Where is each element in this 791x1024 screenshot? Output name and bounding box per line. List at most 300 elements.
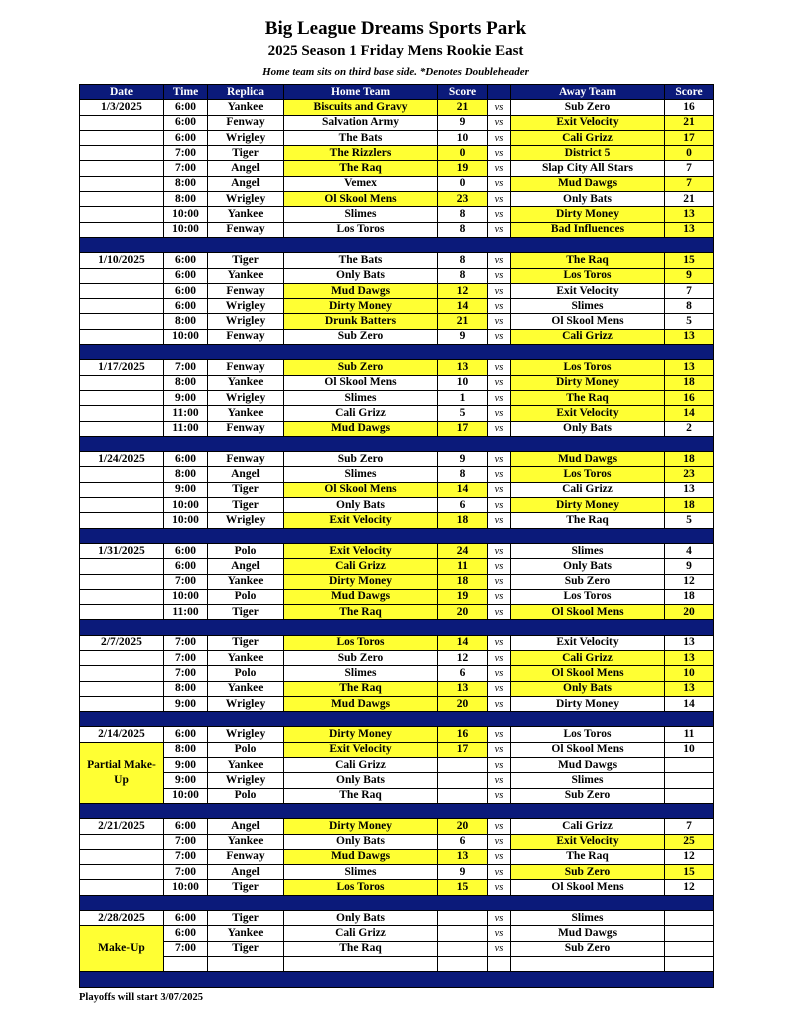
- away-team: Cali Grizz: [511, 329, 665, 344]
- home-score: 8: [438, 268, 488, 283]
- week-date: 2/14/2025: [80, 727, 164, 742]
- home-team: [284, 956, 438, 971]
- table-row: [80, 513, 714, 528]
- table-row: [80, 788, 714, 803]
- vs-label: vs: [488, 329, 511, 344]
- col-header-away-score: Score: [665, 85, 714, 100]
- game-time: 10:00: [164, 329, 208, 344]
- game-time: 6:00: [164, 253, 208, 268]
- away-team: Cali Grizz: [511, 819, 665, 834]
- home-score: 6: [438, 666, 488, 681]
- game-field: Fenway: [208, 329, 284, 344]
- game-field: Polo: [208, 589, 284, 604]
- home-score: [438, 773, 488, 788]
- game-time: 9:00: [164, 758, 208, 773]
- game-time: 6:00: [164, 543, 208, 558]
- table-row: [80, 268, 714, 283]
- away-team: Mud Dawgs: [511, 758, 665, 773]
- away-team: Only Bats: [511, 559, 665, 574]
- table-row: [80, 314, 714, 329]
- home-team: Cali Grizz: [284, 559, 438, 574]
- away-team: Sub Zero: [511, 574, 665, 589]
- date-cell-empty: [80, 666, 164, 681]
- table-row: [80, 207, 714, 222]
- home-team: The Raq: [284, 161, 438, 176]
- home-score: 6: [438, 498, 488, 513]
- vs-label: vs: [488, 467, 511, 482]
- away-team: Slimes: [511, 911, 665, 926]
- col-header-time: Time: [164, 85, 208, 100]
- away-team: Dirty Money: [511, 375, 665, 390]
- game-field: Tiger: [208, 880, 284, 895]
- date-cell-empty: [80, 513, 164, 528]
- home-score: 12: [438, 650, 488, 665]
- game-time: 6:00: [164, 559, 208, 574]
- game-field: Fenway: [208, 360, 284, 375]
- home-score: 10: [438, 130, 488, 145]
- away-team: Cali Grizz: [511, 482, 665, 497]
- week-date: 1/3/2025: [80, 100, 164, 115]
- game-time: 7:00: [164, 360, 208, 375]
- home-score: 14: [438, 482, 488, 497]
- game-time: 9:00: [164, 390, 208, 405]
- away-score: 9: [665, 268, 714, 283]
- table-row: [80, 222, 714, 237]
- week-date: 1/24/2025: [80, 452, 164, 467]
- separator-bar: [80, 972, 714, 987]
- home-team: The Raq: [284, 605, 438, 620]
- game-field: Fenway: [208, 222, 284, 237]
- game-time: 7:00: [164, 146, 208, 161]
- away-team: Los Toros: [511, 268, 665, 283]
- game-field: Tiger: [208, 635, 284, 650]
- date-cell-empty: [80, 834, 164, 849]
- game-time: 6:00: [164, 100, 208, 115]
- table-row: [80, 696, 714, 711]
- home-team: The Bats: [284, 130, 438, 145]
- vs-label: vs: [488, 788, 511, 803]
- game-field: Yankee: [208, 100, 284, 115]
- vs-label: vs: [488, 681, 511, 696]
- date-cell-empty: [80, 406, 164, 421]
- vs-label: vs: [488, 161, 511, 176]
- home-team: Dirty Money: [284, 727, 438, 742]
- game-time: 10:00: [164, 513, 208, 528]
- away-team: Los Toros: [511, 727, 665, 742]
- game-field: Tiger: [208, 911, 284, 926]
- table-row: [80, 375, 714, 390]
- game-time: 6:00: [164, 911, 208, 926]
- date-cell-empty: [80, 589, 164, 604]
- game-field: Fenway: [208, 452, 284, 467]
- col-header-home-team: Home Team: [284, 85, 438, 100]
- table-row: [80, 635, 714, 650]
- home-score: 11: [438, 559, 488, 574]
- table-row: [80, 605, 714, 620]
- away-team: Cali Grizz: [511, 130, 665, 145]
- away-score: [665, 758, 714, 773]
- away-score: 12: [665, 849, 714, 864]
- table-row: [80, 192, 714, 207]
- away-score: 10: [665, 666, 714, 681]
- away-score: 12: [665, 574, 714, 589]
- table-row: [80, 865, 714, 880]
- game-field: [208, 956, 284, 971]
- table-row: [80, 589, 714, 604]
- game-field: Wrigley: [208, 773, 284, 788]
- table-row: [80, 146, 714, 161]
- week-date: 2/7/2025: [80, 635, 164, 650]
- home-score: [438, 926, 488, 941]
- away-score: 13: [665, 635, 714, 650]
- game-time: 8:00: [164, 314, 208, 329]
- vs-label: vs: [488, 758, 511, 773]
- date-cell-empty: [80, 283, 164, 298]
- game-field: Angel: [208, 176, 284, 191]
- home-score: 8: [438, 467, 488, 482]
- home-score: 6: [438, 834, 488, 849]
- away-score: 13: [665, 681, 714, 696]
- table-row: [80, 360, 714, 375]
- table-row: [80, 773, 714, 788]
- home-team: Mud Dawgs: [284, 283, 438, 298]
- home-score: 20: [438, 696, 488, 711]
- vs-label: vs: [488, 207, 511, 222]
- away-team: [511, 956, 665, 971]
- away-team: Only Bats: [511, 192, 665, 207]
- home-team: Slimes: [284, 666, 438, 681]
- separator-bar: [80, 436, 714, 451]
- table-row: [80, 100, 714, 115]
- away-team: Exit Velocity: [511, 283, 665, 298]
- table-row: [80, 849, 714, 864]
- home-score: 18: [438, 574, 488, 589]
- vs-label: vs: [488, 559, 511, 574]
- game-time: 6:00: [164, 283, 208, 298]
- home-score: 20: [438, 819, 488, 834]
- week-date: 1/10/2025: [80, 253, 164, 268]
- away-team: Sub Zero: [511, 865, 665, 880]
- game-field: Angel: [208, 467, 284, 482]
- away-team: Exit Velocity: [511, 834, 665, 849]
- week-separator: [80, 972, 714, 987]
- home-team: Salvation Army: [284, 115, 438, 130]
- vs-label: vs: [488, 130, 511, 145]
- home-team: Mud Dawgs: [284, 849, 438, 864]
- game-time: 7:00: [164, 161, 208, 176]
- week-separator: [80, 528, 714, 543]
- week-date: 2/28/2025: [80, 911, 164, 926]
- game-time: 10:00: [164, 788, 208, 803]
- home-team: Cali Grizz: [284, 406, 438, 421]
- date-cell-empty: [80, 146, 164, 161]
- table-row: [80, 742, 714, 757]
- game-field: Wrigley: [208, 130, 284, 145]
- away-team: Ol Skool Mens: [511, 314, 665, 329]
- home-score: 16: [438, 727, 488, 742]
- week-label: Partial Make-Up: [80, 742, 164, 803]
- game-time: 8:00: [164, 742, 208, 757]
- home-score: 13: [438, 849, 488, 864]
- game-time: 7:00: [164, 635, 208, 650]
- home-team: Sub Zero: [284, 360, 438, 375]
- week-date: 1/17/2025: [80, 360, 164, 375]
- away-team: The Raq: [511, 390, 665, 405]
- date-cell-empty: [80, 161, 164, 176]
- table-row: [80, 406, 714, 421]
- game-field: Wrigley: [208, 727, 284, 742]
- game-time: 11:00: [164, 605, 208, 620]
- away-score: 18: [665, 375, 714, 390]
- home-score: 9: [438, 115, 488, 130]
- game-field: Tiger: [208, 146, 284, 161]
- game-time: 8:00: [164, 467, 208, 482]
- away-team: Only Bats: [511, 681, 665, 696]
- away-team: Slap City All Stars: [511, 161, 665, 176]
- game-field: Angel: [208, 559, 284, 574]
- home-score: [438, 788, 488, 803]
- away-team: Ol Skool Mens: [511, 880, 665, 895]
- vs-label: vs: [488, 146, 511, 161]
- vs-label: vs: [488, 773, 511, 788]
- away-team: The Raq: [511, 513, 665, 528]
- home-team: Vemex: [284, 176, 438, 191]
- home-team: Los Toros: [284, 880, 438, 895]
- away-score: 21: [665, 192, 714, 207]
- away-team: Los Toros: [511, 467, 665, 482]
- game-field: Angel: [208, 161, 284, 176]
- vs-label: vs: [488, 222, 511, 237]
- game-time: 7:00: [164, 574, 208, 589]
- home-team: Los Toros: [284, 222, 438, 237]
- table-row: [80, 834, 714, 849]
- home-team: Only Bats: [284, 498, 438, 513]
- home-team: Los Toros: [284, 635, 438, 650]
- vs-label: vs: [488, 650, 511, 665]
- home-score: 1: [438, 390, 488, 405]
- vs-label: vs: [488, 513, 511, 528]
- home-team: Exit Velocity: [284, 742, 438, 757]
- away-score: 16: [665, 390, 714, 405]
- home-team: Only Bats: [284, 834, 438, 849]
- separator-bar: [80, 895, 714, 910]
- away-team: Sub Zero: [511, 788, 665, 803]
- home-team: Ol Skool Mens: [284, 375, 438, 390]
- game-field: Yankee: [208, 926, 284, 941]
- week-date: 1/31/2025: [80, 543, 164, 558]
- away-score: 13: [665, 207, 714, 222]
- away-score: 20: [665, 605, 714, 620]
- date-cell-empty: [80, 880, 164, 895]
- away-score: 18: [665, 452, 714, 467]
- home-team: Drunk Batters: [284, 314, 438, 329]
- away-score: 23: [665, 467, 714, 482]
- home-team: Mud Dawgs: [284, 589, 438, 604]
- game-time: 6:00: [164, 115, 208, 130]
- home-score: 20: [438, 605, 488, 620]
- table-row: [80, 421, 714, 436]
- game-time: 7:00: [164, 834, 208, 849]
- vs-label: vs: [488, 880, 511, 895]
- week-separator: [80, 803, 714, 818]
- home-score: [438, 956, 488, 971]
- home-team: The Raq: [284, 788, 438, 803]
- table-row: [80, 467, 714, 482]
- table-row: [80, 482, 714, 497]
- away-team: Cali Grizz: [511, 650, 665, 665]
- game-field: Yankee: [208, 681, 284, 696]
- date-cell-empty: [80, 559, 164, 574]
- home-score: 24: [438, 543, 488, 558]
- game-time: 8:00: [164, 192, 208, 207]
- vs-label: vs: [488, 299, 511, 314]
- home-score: 19: [438, 589, 488, 604]
- table-row: [80, 130, 714, 145]
- date-cell-empty: [80, 176, 164, 191]
- away-team: Only Bats: [511, 421, 665, 436]
- vs-label: vs: [488, 115, 511, 130]
- week-separator: [80, 712, 714, 727]
- vs-label: vs: [488, 421, 511, 436]
- vs-label: vs: [488, 283, 511, 298]
- home-score: 8: [438, 222, 488, 237]
- vs-label: vs: [488, 911, 511, 926]
- game-field: Yankee: [208, 375, 284, 390]
- home-score: 12: [438, 283, 488, 298]
- game-time: 8:00: [164, 176, 208, 191]
- home-score: 17: [438, 421, 488, 436]
- game-time: 6:00: [164, 130, 208, 145]
- game-time: 9:00: [164, 482, 208, 497]
- home-team: Slimes: [284, 467, 438, 482]
- game-field: Tiger: [208, 482, 284, 497]
- vs-label: vs: [488, 100, 511, 115]
- week-separator: [80, 436, 714, 451]
- away-team: Mud Dawgs: [511, 926, 665, 941]
- game-field: Yankee: [208, 268, 284, 283]
- game-time: 7:00: [164, 941, 208, 956]
- away-score: 16: [665, 100, 714, 115]
- away-score: 13: [665, 650, 714, 665]
- home-score: 10: [438, 375, 488, 390]
- game-field: Yankee: [208, 207, 284, 222]
- week-label: Make-Up: [80, 926, 164, 972]
- game-time: 6:00: [164, 727, 208, 742]
- table-row: [80, 329, 714, 344]
- vs-label: vs: [488, 589, 511, 604]
- home-team: Only Bats: [284, 268, 438, 283]
- date-cell-empty: [80, 681, 164, 696]
- separator-bar: [80, 803, 714, 818]
- away-team: Exit Velocity: [511, 115, 665, 130]
- home-team: Ol Skool Mens: [284, 482, 438, 497]
- table-row: [80, 299, 714, 314]
- home-score: 0: [438, 176, 488, 191]
- date-cell-empty: [80, 696, 164, 711]
- vs-label: vs: [488, 375, 511, 390]
- vs-label: vs: [488, 498, 511, 513]
- table-row: [80, 941, 714, 956]
- away-score: [665, 773, 714, 788]
- vs-label: vs: [488, 360, 511, 375]
- separator-bar: [80, 712, 714, 727]
- date-cell-empty: [80, 467, 164, 482]
- date-cell-empty: [80, 865, 164, 880]
- home-score: 13: [438, 360, 488, 375]
- vs-label: vs: [488, 406, 511, 421]
- game-time: 10:00: [164, 207, 208, 222]
- game-time: 6:00: [164, 299, 208, 314]
- away-score: 12: [665, 880, 714, 895]
- game-time: 8:00: [164, 681, 208, 696]
- game-time: 10:00: [164, 222, 208, 237]
- away-team: The Raq: [511, 849, 665, 864]
- table-row: [80, 758, 714, 773]
- home-team: Slimes: [284, 390, 438, 405]
- game-field: Wrigley: [208, 390, 284, 405]
- col-header-home-score: Score: [438, 85, 488, 100]
- home-team: Cali Grizz: [284, 926, 438, 941]
- schedule-body: [80, 100, 714, 987]
- game-time: 6:00: [164, 926, 208, 941]
- away-team: Bad Influences: [511, 222, 665, 237]
- date-cell-empty: [80, 192, 164, 207]
- vs-label: vs: [488, 727, 511, 742]
- home-score: [438, 911, 488, 926]
- table-row: [80, 956, 714, 971]
- vs-label: vs: [488, 742, 511, 757]
- away-team: Slimes: [511, 299, 665, 314]
- table-row: [80, 880, 714, 895]
- away-score: 0: [665, 146, 714, 161]
- home-team: Dirty Money: [284, 574, 438, 589]
- game-time: 10:00: [164, 589, 208, 604]
- away-team: Sub Zero: [511, 100, 665, 115]
- date-cell-empty: [80, 207, 164, 222]
- separator-bar: [80, 528, 714, 543]
- away-team: Exit Velocity: [511, 406, 665, 421]
- game-time: 7:00: [164, 666, 208, 681]
- home-score: 14: [438, 299, 488, 314]
- game-time: 9:00: [164, 696, 208, 711]
- week-separator: [80, 237, 714, 252]
- vs-label: vs: [488, 834, 511, 849]
- col-header-date: Date: [80, 85, 164, 100]
- date-cell-empty: [80, 268, 164, 283]
- table-row: [80, 498, 714, 513]
- table-row: [80, 926, 714, 941]
- game-time: 6:00: [164, 819, 208, 834]
- home-score: 15: [438, 880, 488, 895]
- game-field: Yankee: [208, 650, 284, 665]
- table-row: [80, 819, 714, 834]
- date-cell-empty: [80, 421, 164, 436]
- date-cell-empty: [80, 574, 164, 589]
- home-team: Biscuits and Gravy: [284, 100, 438, 115]
- table-row: [80, 253, 714, 268]
- vs-label: vs: [488, 192, 511, 207]
- away-team: The Raq: [511, 253, 665, 268]
- game-field: Tiger: [208, 253, 284, 268]
- away-score: 7: [665, 161, 714, 176]
- away-team: Los Toros: [511, 360, 665, 375]
- game-field: Polo: [208, 742, 284, 757]
- away-team: Ol Skool Mens: [511, 605, 665, 620]
- away-score: 5: [665, 513, 714, 528]
- home-team: Dirty Money: [284, 299, 438, 314]
- game-time: 6:00: [164, 268, 208, 283]
- game-time: 8:00: [164, 375, 208, 390]
